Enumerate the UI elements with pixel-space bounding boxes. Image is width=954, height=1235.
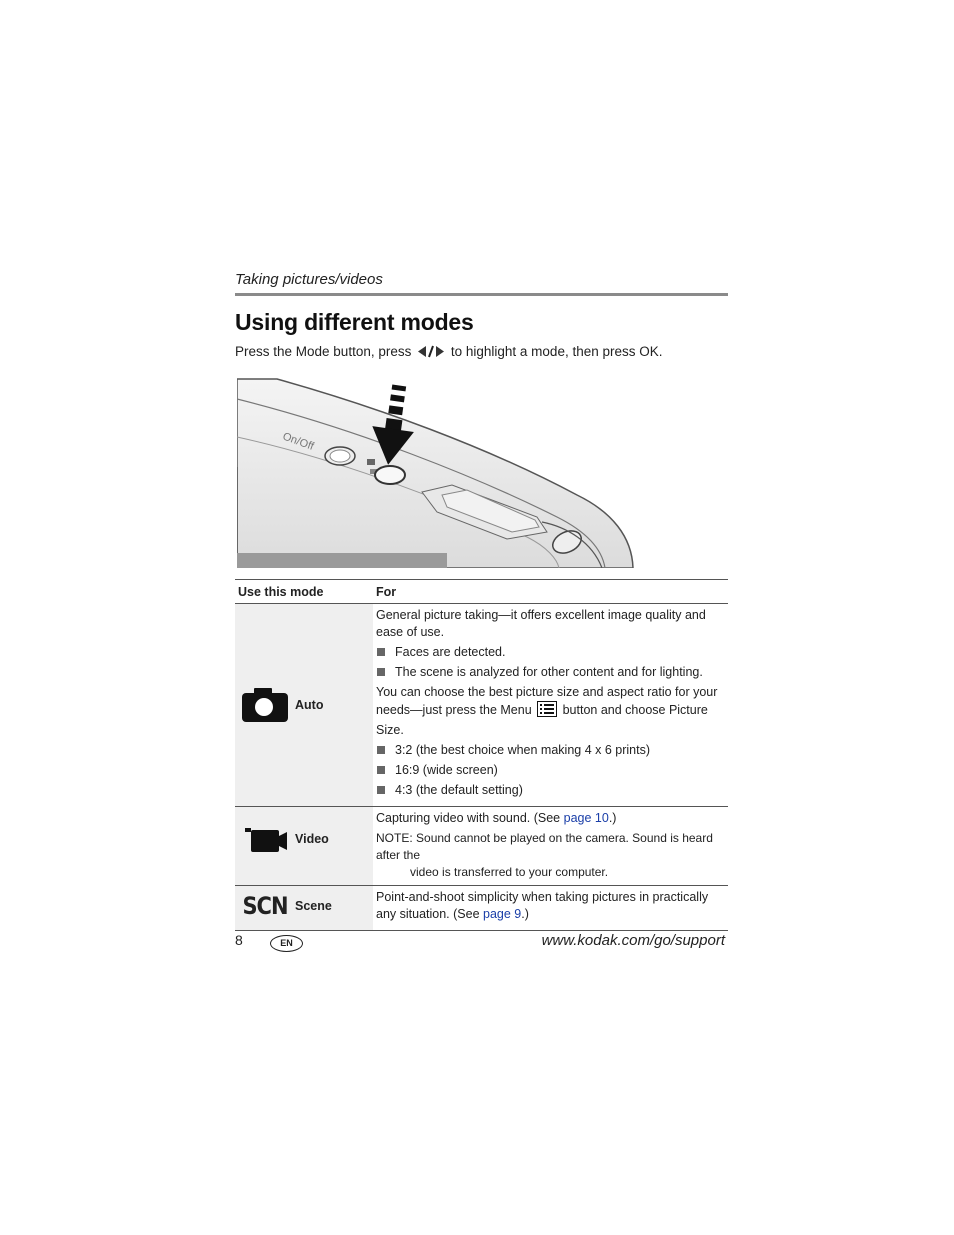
camera-icon <box>235 688 295 722</box>
auto-size-text: You can choose the best picture size and aspect ratio for your needs—just press the Menu button and choose Picture Size. <box>376 685 718 737</box>
header-rule <box>235 293 728 296</box>
scn-icon: SCN <box>242 891 288 920</box>
page-9-link[interactable]: page 9 <box>483 907 522 921</box>
page-number: 8 <box>235 932 243 948</box>
mode-cell-video <box>235 807 373 886</box>
table-row <box>235 807 728 886</box>
intro-after: to highlight a mode, then press OK. <box>450 344 663 359</box>
list-item: 3:2 (the best choice when making 4 x 6 prints) <box>376 742 725 759</box>
auto-description: General picture taking—it offers excellent image quality and ease of use. <box>376 608 706 639</box>
video-description: Capturing video with sound. (See page 10.) <box>376 811 617 825</box>
header-for: For <box>373 580 728 604</box>
table-row <box>235 604 728 807</box>
list-item: 4:3 (the default setting) <box>376 782 725 799</box>
intro-text <box>235 344 663 361</box>
modes-table <box>235 579 728 931</box>
note-label: NOTE: <box>376 831 413 845</box>
for-cell-video <box>373 807 728 886</box>
scene-description: Point-and-shoot simplicity when taking pictures in practically any situation. (See page 9.) <box>376 890 709 921</box>
mode-label-auto: Auto <box>295 698 324 712</box>
for-cell-auto <box>373 604 728 807</box>
video-note: NOTE: Sound cannot be played on the camera. Sound is heard after the video is transferred to your computer. <box>376 831 713 879</box>
menu-icon <box>537 701 557 722</box>
for-cell-scene <box>373 886 728 931</box>
language-badge: EN <box>270 935 303 952</box>
header-mode: Use this mode <box>235 580 373 604</box>
page-title: Using different modes <box>235 309 474 335</box>
intro-before: Press the Mode button, press <box>235 344 412 359</box>
mode-cell-scene <box>235 886 373 931</box>
section-title: Taking pictures/videos <box>235 271 383 288</box>
mode-label-video: Video <box>295 831 329 846</box>
support-url[interactable]: www.kodak.com/go/support <box>541 932 725 949</box>
table-row <box>235 886 728 931</box>
mode-cell-auto <box>235 604 373 807</box>
page-10-link[interactable]: page 10 <box>563 811 609 825</box>
list-item: 16:9 (wide screen) <box>376 762 725 779</box>
figure-label: On/Off <box>280 430 316 453</box>
left-right-arrows-icon <box>418 345 444 361</box>
list-item: Faces are detected. <box>376 644 725 661</box>
mode-label-scene: Scene <box>295 898 332 913</box>
video-camera-icon <box>235 824 295 854</box>
list-item: The scene is analyzed for other content and for lighting. <box>376 664 725 681</box>
camera-top-illustration <box>237 377 637 568</box>
